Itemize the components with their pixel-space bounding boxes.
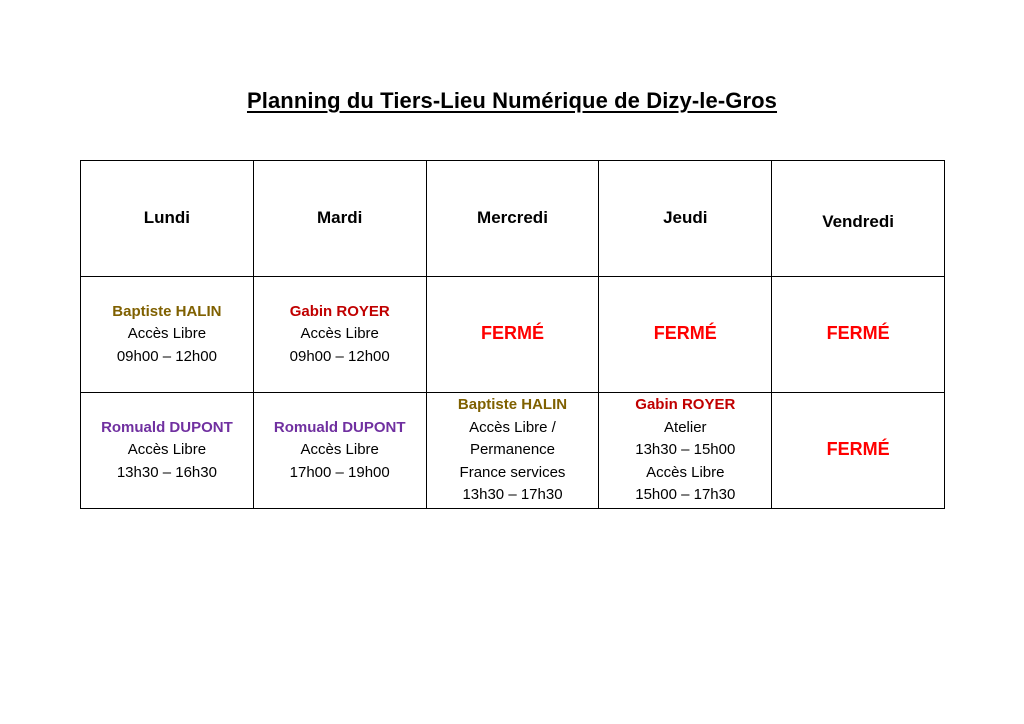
morning-jeudi-cell [599, 277, 772, 393]
person-name: Baptiste HALIN [457, 396, 568, 414]
closed-label: FERMÉ [826, 439, 890, 460]
time-range: 13h30 – 16h30 [116, 463, 217, 481]
activity-label: Accès Libre [646, 463, 725, 481]
time-range: 17h00 – 19h00 [289, 463, 390, 481]
closed-label: FERMÉ [826, 323, 890, 344]
activity-label: Atelier [664, 418, 707, 436]
day-header-mardi: Mardi [253, 161, 426, 277]
time-range: 15h00 – 17h30 [635, 486, 736, 504]
header-row [81, 161, 945, 277]
closed-label: FERMÉ [653, 323, 717, 344]
person-name: Gabin ROYER [289, 302, 390, 320]
person-name: Baptiste HALIN [112, 302, 222, 320]
morning-lundi-cell [81, 277, 254, 393]
morning-mercredi-cell [426, 277, 599, 393]
afternoon-jeudi-cell [599, 393, 772, 509]
time-range: 13h30 – 15h00 [635, 441, 736, 459]
activity-label: Accès Libre [300, 325, 379, 343]
day-header-mercredi: Mercredi [426, 161, 599, 277]
schedule-table [80, 160, 945, 509]
afternoon-mardi-cell [253, 393, 426, 509]
morning-row [81, 277, 945, 393]
activity-label: Accès Libre [127, 325, 207, 343]
activity-label: Accès Libre [127, 441, 207, 459]
person-name: Romuald DUPONT [101, 418, 233, 436]
activity-label: Permanence [469, 441, 556, 459]
afternoon-mercredi-cell [426, 393, 599, 509]
time-range: 09h00 – 12h00 [289, 347, 390, 365]
activity-label: Accès Libre / [469, 418, 556, 436]
morning-mardi-cell [253, 277, 426, 393]
activity-label: France services [459, 463, 566, 481]
closed-label: FERMÉ [480, 323, 544, 344]
afternoon-row [81, 393, 945, 509]
person-name: Romuald DUPONT [273, 418, 406, 436]
day-header-vendredi: Vendredi [772, 161, 945, 277]
time-range: 09h00 – 12h00 [116, 347, 217, 365]
day-header-jeudi: Jeudi [599, 161, 772, 277]
time-range: 13h30 – 17h30 [462, 486, 563, 504]
activity-label: Accès Libre [300, 441, 379, 459]
person-name: Gabin ROYER [635, 396, 736, 414]
morning-vendredi-cell [772, 277, 945, 393]
afternoon-lundi-cell [81, 393, 254, 509]
page-title: Planning du Tiers-Lieu Numérique de Dizy-le-Gros [246, 88, 778, 113]
day-header-lundi: Lundi [81, 161, 254, 277]
afternoon-vendredi-cell [772, 393, 945, 509]
